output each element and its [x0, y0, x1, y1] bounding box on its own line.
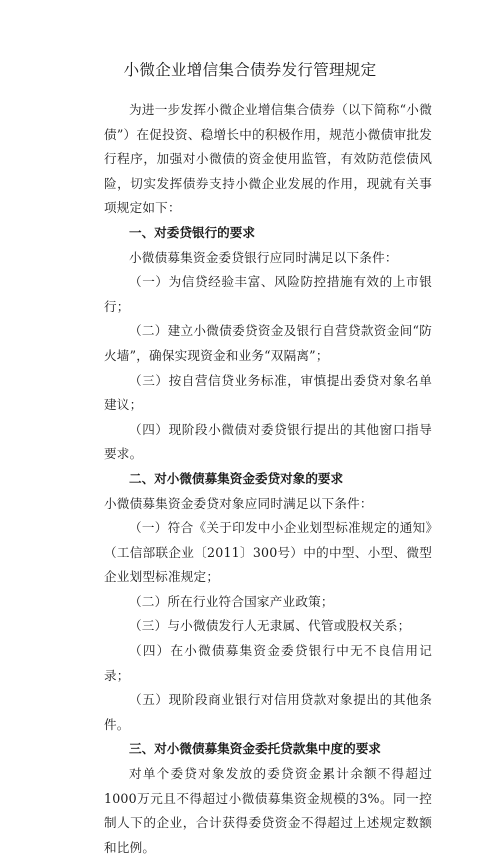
section-2-item-5: （五）现阶段商业银行对信用贷款对象提出的其他条件。 [104, 692, 432, 732]
section-2-item-3: （三）与小微债发行人无隶属、代管或股权关系； [129, 618, 411, 634]
section-2-item-2: （二）所在行业符合国家产业政策； [129, 593, 334, 609]
section-1-item-2: （二）建立小微债委贷资金及银行自营贷款资金间“防火墙”，确保实现资金和业务“双隔离”； [104, 323, 432, 363]
section-1-item-1: （一）为信贷经验丰富、风险防控措施有效的上市银行； [104, 274, 432, 314]
document-title: 小微企业增信集合债券发行管理规定 [123, 61, 377, 79]
section-2-item-4: （四）在小微债募集资金委贷银行中无不良信用记录； [104, 643, 432, 683]
document-body [104, 98, 432, 860]
section-2-heading: 二、对小微债募集资金委贷对象的要求 [129, 470, 344, 486]
section-1-item-4: （四）现阶段小微债对委贷银行提出的其他窗口指导要求。 [104, 421, 432, 462]
intro-paragraph: 为进一步发挥小微企业增信集合债券（以下简称“小微债”）在促投资、稳增长中的积极作用，规范小微债审批发行程序，加强对小微债的资金使用监管，有效防范偿债风险，切实发挥债券支持小微企业发展的作用，现就有关事项规定如下： [104, 102, 432, 216]
section-1-item-3: （三）按自营信贷业务标准，审慎提出委贷对象名单建议； [104, 372, 432, 413]
section-1-lead: 小微债募集资金委贷银行应同时满足以下条件： [129, 249, 398, 265]
section-2-lead: 小微债募集资金委贷对象应同时满足以下条件： [104, 495, 373, 511]
section-1-heading: 一、对委贷银行的要求 [129, 224, 255, 240]
section-2-item-1: （一）符合《关于印发中小企业划型标准规定的通知》（工信部联企业〔2011〕300号）中的中型、小型、微型企业划型标准规定； [104, 520, 432, 585]
section-3-heading: 三、对小微债募集资金委托贷款集中度的要求 [129, 741, 381, 757]
section-3-paragraph: 对单个委贷对象发放的委贷资金累计余额不得超过1000万元且不得超过小微债募集资金规模的3%。同一控制人下的企业，合计获得委贷资金不得超过上述规定数额和比例。 [104, 766, 432, 855]
